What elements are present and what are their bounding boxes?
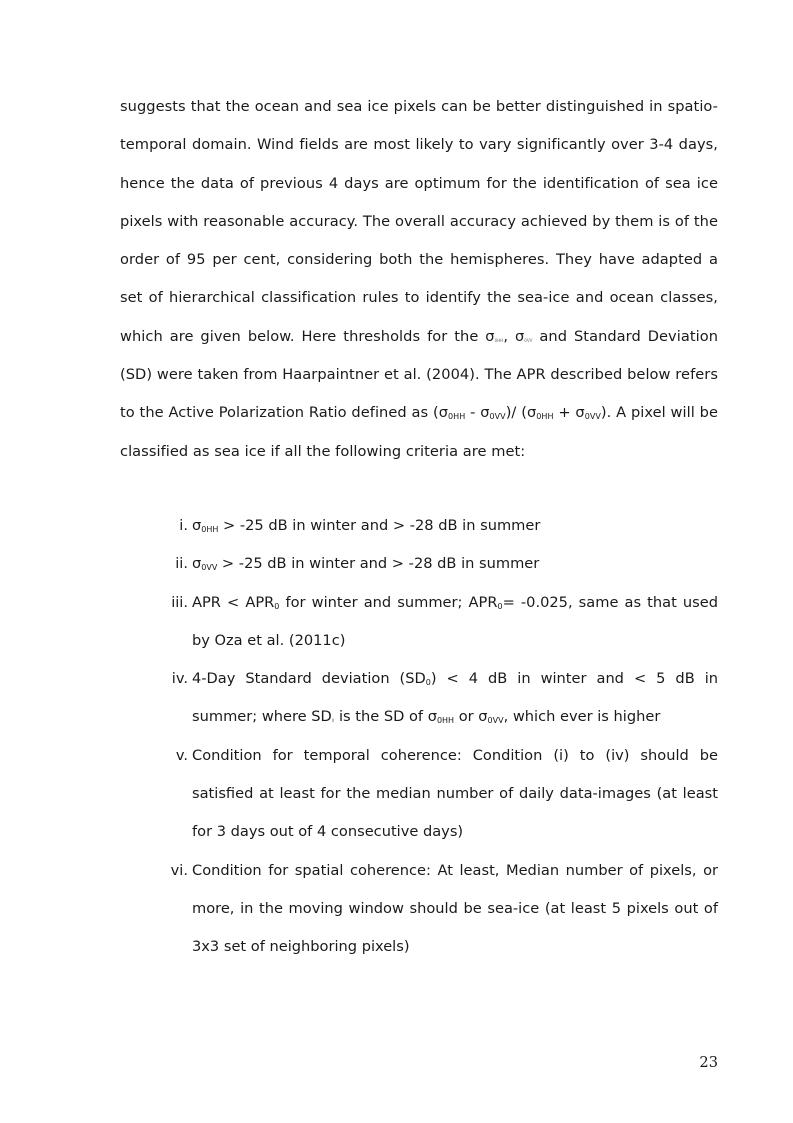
- item-text: , which ever is higher: [503, 708, 661, 726]
- item-text: Condition for spatial coherence: At least, Median number of pixels, or more, in the moving window should be sea-ice (at least 5 pixels out of 3x3 set of neighboring pixels): [192, 861, 718, 956]
- subscript: 0HH: [436, 716, 455, 726]
- criteria-list: [120, 507, 718, 967]
- list-item: [120, 507, 718, 545]
- subscript: 0: [331, 718, 335, 724]
- subscript: 0VV: [487, 716, 504, 726]
- item-text: σ: [192, 555, 202, 573]
- subscript: 0VV: [524, 337, 533, 343]
- item-text: > -25 dB in winter and > -28 dB in summer: [218, 517, 541, 534]
- paragraph-text: ). A pixel will be classified as sea ice if all the following criteria are met:: [120, 404, 718, 460]
- subscript: 0HH: [536, 412, 554, 422]
- list-number: iv.: [171, 670, 188, 688]
- item-text: 4-Day Standard deviation (SD: [192, 670, 426, 688]
- body-paragraph: [120, 88, 718, 471]
- item-text: = -0.025, same as that used by Oza et al. (2011c): [192, 593, 719, 649]
- subscript: 0: [274, 601, 280, 611]
- subscript: 0HH: [494, 337, 504, 343]
- item-text: APR < APR: [192, 593, 275, 611]
- paragraph-text: - σ: [465, 404, 490, 422]
- item-text: is the SD of σ: [334, 708, 437, 726]
- list-item: [120, 737, 718, 852]
- list-number: vi.: [170, 861, 188, 879]
- paragraph-text: + σ: [553, 404, 585, 422]
- item-text: for winter and summer; APR: [279, 593, 498, 611]
- subscript: 0HH: [201, 525, 219, 534]
- item-text: σ: [192, 517, 202, 534]
- paragraph-text: )/ (σ: [505, 404, 537, 422]
- list-item: [120, 852, 718, 967]
- subscript: 0: [425, 678, 431, 688]
- list-item: [120, 584, 718, 661]
- paragraph-text: suggests that the ocean and sea ice pixels can be better distinguished in spatio-temporal domain. Wind fields are most likely to vary significantly over 3-4 days, hence the data of previous 4 days are optimum for the identification of sea ice pixels with reasonable accuracy. The overall accuracy achieved by them is of the order of 95 per cent, considering both the hemispheres. They have adapted a set of hierarchical classification rules to identify the sea-ice and ocean classes, which are given below. Here thresholds for the σ: [120, 98, 718, 345]
- subscript: 0VV: [489, 412, 506, 422]
- paragraph-text: and Standard Deviation (SD) were taken from Haarpaintner et al. (2004). The APR described below refers to the Active Polarization Ratio defined as (σ: [120, 327, 718, 422]
- list-number: i.: [179, 517, 188, 534]
- item-text: Condition for temporal coherence: Condition (i) to (iv) should be satisfied at least for the median number of daily data-images (at least for 3 days out of 4 consecutive days): [192, 746, 718, 841]
- list-number: ii.: [175, 555, 188, 573]
- page-number: 23: [699, 1054, 718, 1071]
- subscript: 0: [497, 601, 503, 611]
- list-number: v.: [175, 746, 188, 764]
- item-text: ) < 4 dB in winter and < 5 dB in summer; where SD: [192, 670, 718, 726]
- subscript: 0VV: [201, 563, 218, 573]
- list-item: [120, 660, 718, 737]
- subscript: 0VV: [584, 412, 601, 422]
- subscript: 0HH: [448, 412, 466, 422]
- item-text: or σ: [454, 708, 488, 726]
- list-item: [120, 545, 718, 583]
- list-number: iii.: [171, 593, 188, 611]
- item-text: > -25 dB in winter and > -28 dB in summer: [217, 555, 540, 573]
- paragraph-text: , σ: [503, 327, 525, 345]
